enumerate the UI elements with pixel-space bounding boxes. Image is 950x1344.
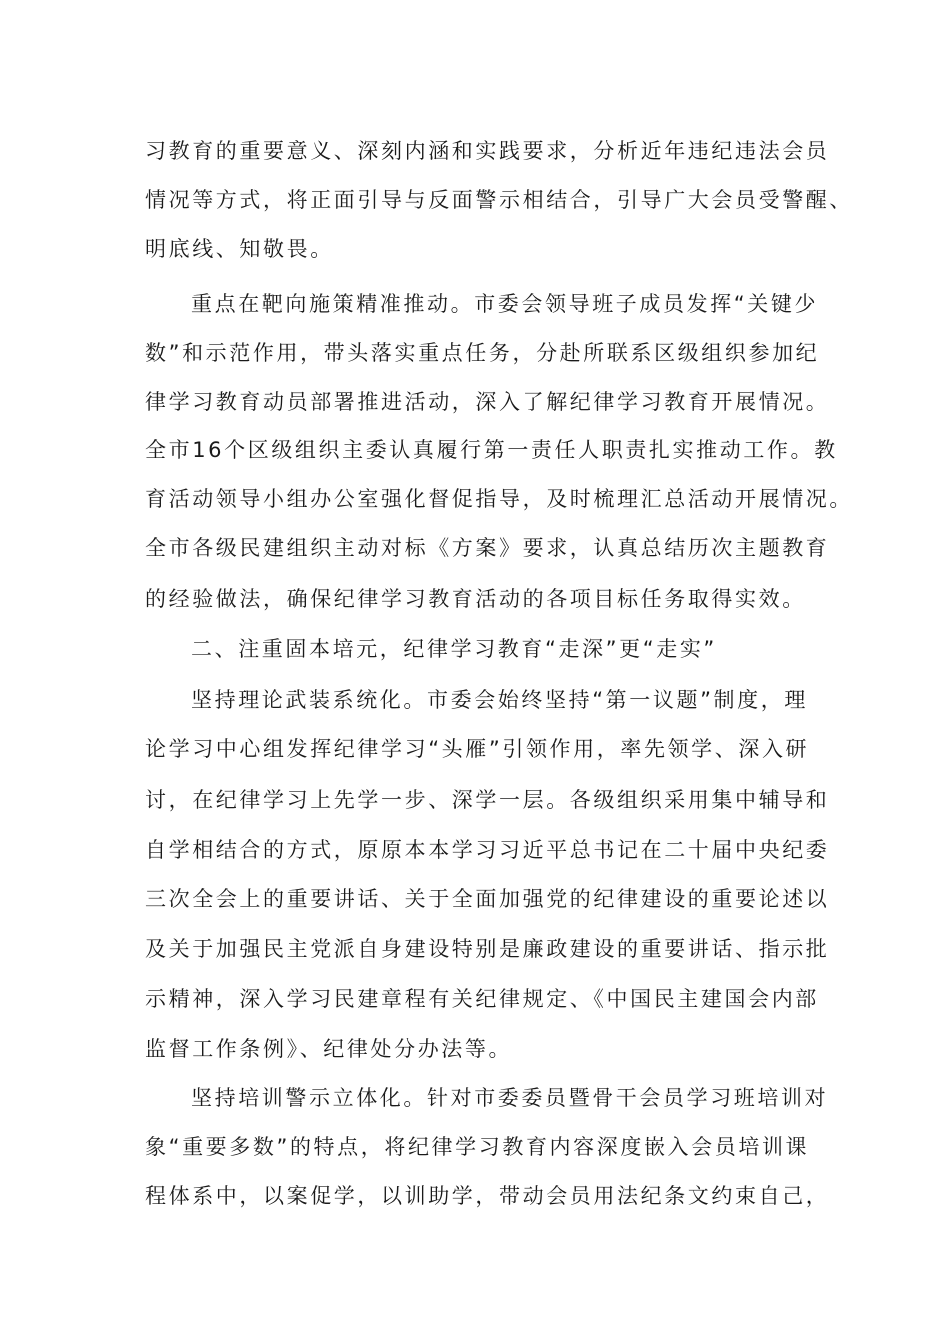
- section-heading: 二、注重固本培元，纪律学习教育“走深”更“走实”: [191, 637, 717, 661]
- text-line: 自学相结合的方式，原原本本学习习近平总书记在二十届中央纪委: [145, 838, 830, 862]
- text-line: 习教育的重要意义、深刻内涵和实践要求，分析近年违纪违法会员: [145, 139, 830, 163]
- text-line: 示精神，深入学习民建章程有关纪律规定、《中国民主建国会内部: [145, 987, 819, 1011]
- paragraph-start-line: 坚持理论武装系统化。市委会始终坚持“第一议题”制度，理: [191, 688, 808, 712]
- text-line: 象“重要多数”的特点，将纪律学习教育内容深度嵌入会员培训课: [145, 1135, 810, 1159]
- text-line: 明底线、知敬畏。: [145, 237, 334, 261]
- text-line: 律学习教育动员部署推进活动，深入了解纪律学习教育开展情况。: [145, 390, 830, 414]
- text-line: 三次全会上的重要讲话、关于全面加强党的纪律建设的重要论述以: [145, 887, 830, 911]
- paragraph-start-line: 重点在靶向施策精准推动。市委会领导班子成员发挥“关键少: [191, 292, 819, 316]
- text-line: 育活动领导小组办公室强化督促指导，及时梳理汇总活动开展情况。: [145, 487, 853, 511]
- text-line: 全市各级民建组织主动对标《方案》要求，认真总结历次主题教育: [145, 536, 830, 560]
- text-line: 全市16个区级组织主委认真履行第一责任人职责扎实推动工作。教: [145, 438, 838, 462]
- text-line: 及关于加强民主党派自身建设特别是廉政建设的重要讲话、指示批: [145, 937, 830, 961]
- text-line: 程体系中，以案促学，以训助学，带动会员用法纪条文约束自己，: [145, 1184, 830, 1208]
- text-line: 情况等方式，将正面引导与反面警示相结合，引导广大会员受警醒、: [145, 188, 853, 212]
- text-line: 监督工作条例》、纪律处分办法等。: [145, 1037, 513, 1061]
- text-line: 讨，在纪律学习上先学一步、深学一层。各级组织采用集中辅导和: [145, 788, 830, 812]
- text-line: 数”和示范作用，带头落实重点任务，分赴所联系区级组织参加纪: [145, 341, 820, 365]
- text-line: 论学习中心组发挥纪律学习“头雁”引领作用，率先领学、深入研: [145, 737, 810, 761]
- text-line: 的经验做法，确保纪律学习教育活动的各项目标任务取得实效。: [145, 587, 806, 611]
- paragraph-start-line: 坚持培训警示立体化。针对市委委员暨骨干会员学习班培训对: [191, 1086, 829, 1110]
